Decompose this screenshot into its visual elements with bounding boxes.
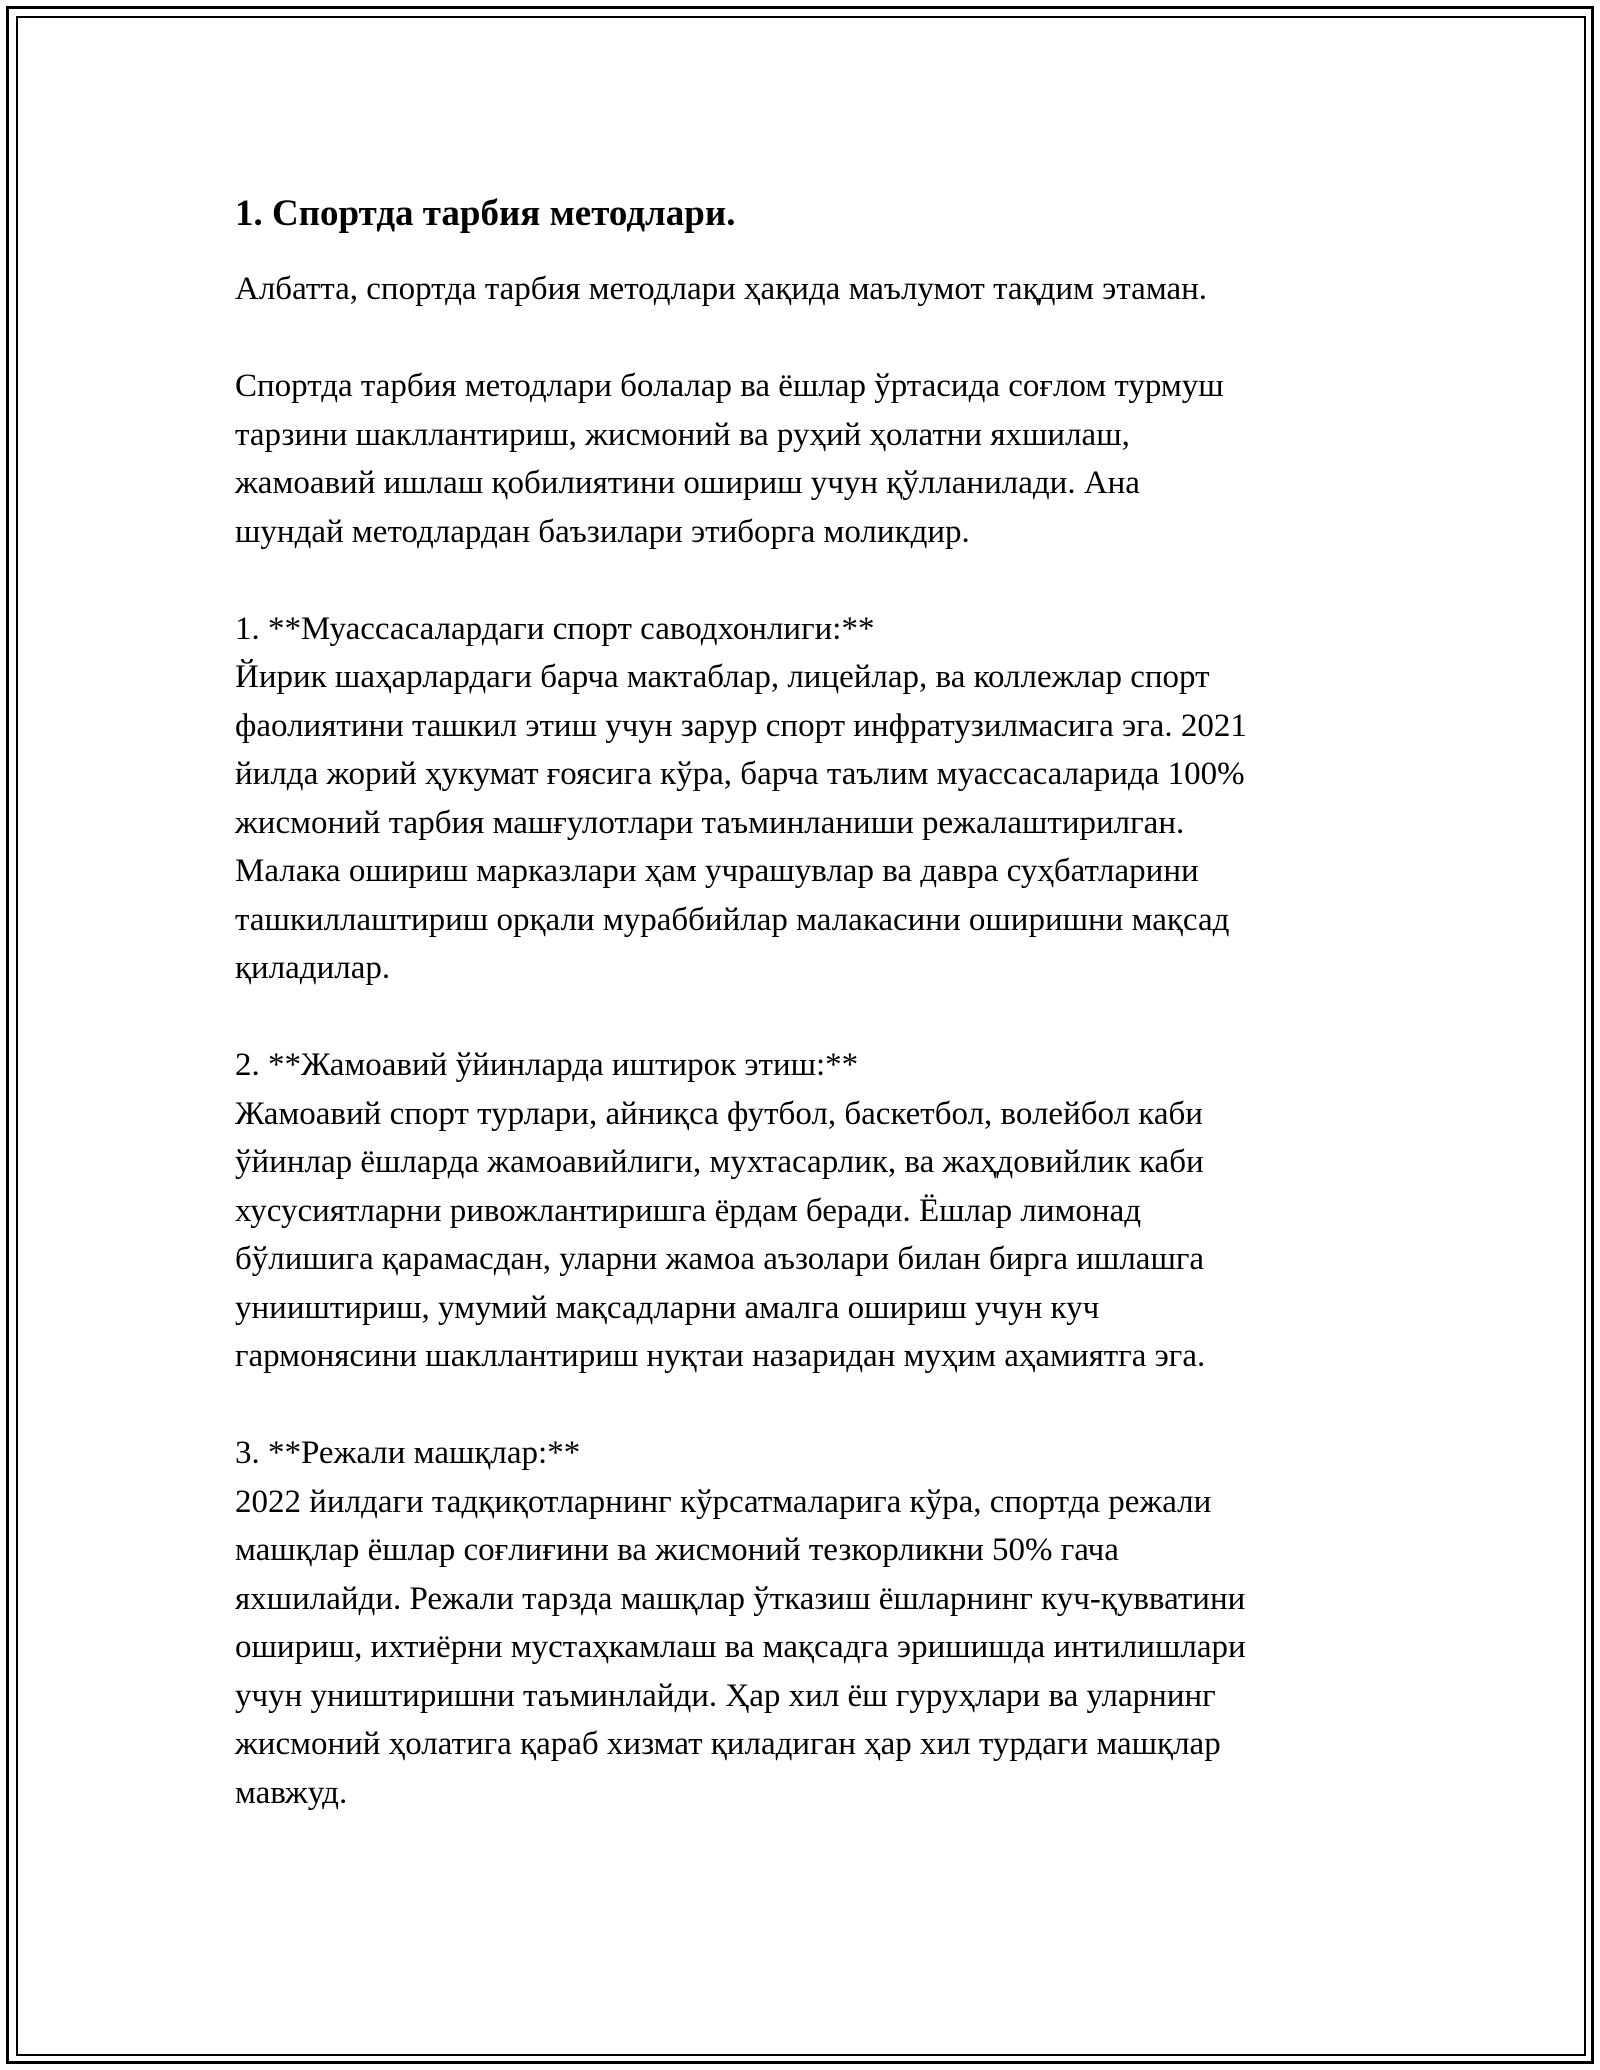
intro-paragraph: Албатта, спортда тарбия методлари ҳақида маълумот тақдим этаман. bbox=[235, 271, 1208, 307]
section-body: Жамоавий спорт турлари, айниқса футбол, баскетбол, волейбол каби ўйинлар ёшларда жамоавийлиги, мухтасарлик, ва жаҳдовийлик каби хусусиятларни ривожлантиришга ёрдам беради. Ёшлар лимонад бўлишига қарамасдан, уларни жамоа аъзолари билан бирга ишлашга унииштириш, умумий мақсадларни амалга ошириш учун куч гармонясини шакллантириш нуқтаи назаридан муҳим аҳамиятга эга. bbox=[235, 1095, 1206, 1374]
section-2 bbox=[235, 1041, 1395, 1381]
section-heading: 1. **Муассасалардаги спорт саводхонлиги:** bbox=[235, 610, 875, 647]
section-body: Йирик шаҳарлардаги барча мактаблар, лицейлар, ва коллежлар спорт фаолиятини ташкил этиш учун зарур спорт инфратузилмасига эга. 2021 йилда жорий ҳукумат ғоясига кўра, барча таълим муассасаларида 100% жисмоний тарбия машғулотлари таъминланиши режалаштирилган. Малака ошириш марказлари ҳам учрашувлар ва давра суҳбатларини ташкиллаштириш орқали мураббийлар малакасини оширишни мақсад қиладилар. bbox=[235, 659, 1247, 986]
section-heading: 3. **Режали машқлар:** bbox=[235, 1435, 581, 1471]
document-title: 1. Спортда тарбия методлари. bbox=[235, 193, 736, 234]
section-heading: 2. **Жамоавий ўйинларда иштирок этиш:** bbox=[235, 1047, 859, 1083]
section-body: 2022 йилдаги тадқиқотларнинг кўрсатмаларига кўра, спортда режали машқлар ёшлар соғлиғини ва жисмоний тезкорликни 50% гача яхшилайди. Режали тарзда машқлар ўтказиш ёшларнинг куч-қувватини ошириш, ихтиёрни мустаҳкамлаш ва мақсадга эришишда интилишлари учун уништиришни таъминлайди. Ҳар хил ёш гуруҳлари ва уларнинг жисмоний ҳолатига қараб хизмат қиладиган ҳар хил турдаги машқлар мавжуд. bbox=[235, 1483, 1246, 1811]
section-1 bbox=[235, 605, 1395, 993]
overview-paragraph: Спортда тарбия методлари болалар ва ёшлар ўртасида соғлом турмуш тарзини шакллантириш, жисмоний ва руҳий ҳолатни яхшилаш, жамоавий ишлаш қобилиятини ошириш учун қўлланилади. Ана шундай методлардан баъзилари этиборга моликдир. bbox=[235, 368, 1224, 550]
document-body bbox=[235, 190, 1395, 1866]
section-3 bbox=[235, 1429, 1395, 1817]
